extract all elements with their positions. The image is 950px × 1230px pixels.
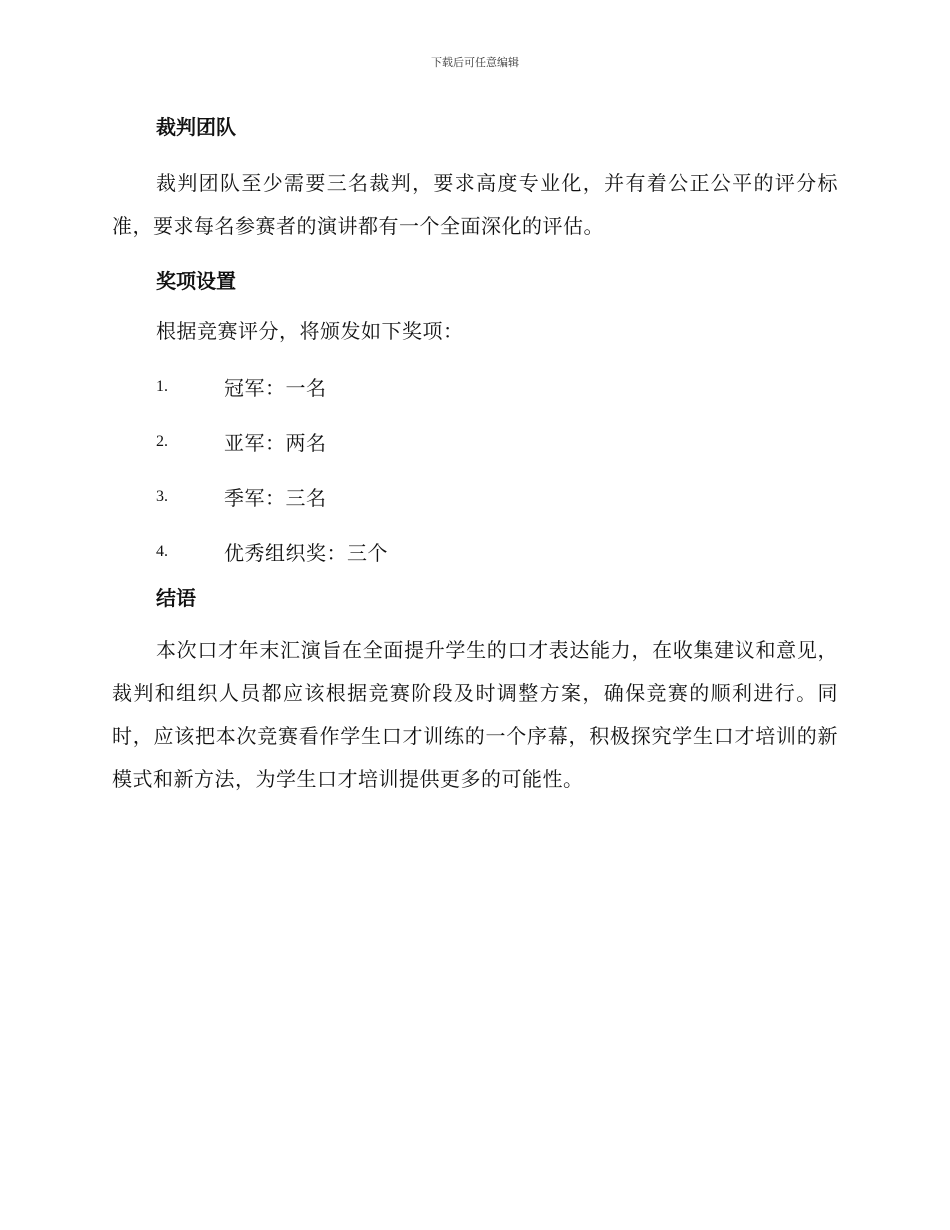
list-item-text: 亚军：两名 [224,431,327,455]
list-item-text: 冠军：一名 [224,376,327,400]
section-heading-judges: 裁判团队 [156,115,236,139]
list-item-number: 1. [156,377,168,395]
list-item-number: 2. [156,432,168,450]
section-heading-conclusion: 结语 [156,586,196,610]
list-item [112,469,838,524]
list-item-number: 4. [156,542,168,560]
document-body [112,110,838,801]
list-item [112,524,838,579]
page-header-note: 下载后可任意编辑 [431,56,519,69]
awards-intro-paragraph: 根据竞赛评分，将颁发如下奖项： [156,319,464,343]
conclusion-paragraph: 本次口才年末汇演旨在全面提升学生的口才表达能力，在收集建议和意见，裁判和组织人员都应该根据竞赛阶段及时调整方案，确保竞赛的顺利进行。同时，应该把本次竞赛看作学生口才训练的一个序幕，积极探究学生口才培训的新模式和新方法，为学生口才培训提供更多的可能性。 [112,638,838,791]
list-item-text: 季军：三名 [224,486,327,510]
section-heading-awards: 奖项设置 [156,269,236,293]
awards-list [112,359,838,579]
list-item-text: 优秀组织奖：三个 [224,541,388,565]
list-item-number: 3. [156,487,168,505]
judges-paragraph: 裁判团队至少需要三名裁判，要求高度专业化，并有着公正公平的评分标准，要求每名参赛者的演讲都有一个全面深化的评估。 [112,171,838,238]
list-item [112,414,838,469]
list-item [112,359,838,414]
